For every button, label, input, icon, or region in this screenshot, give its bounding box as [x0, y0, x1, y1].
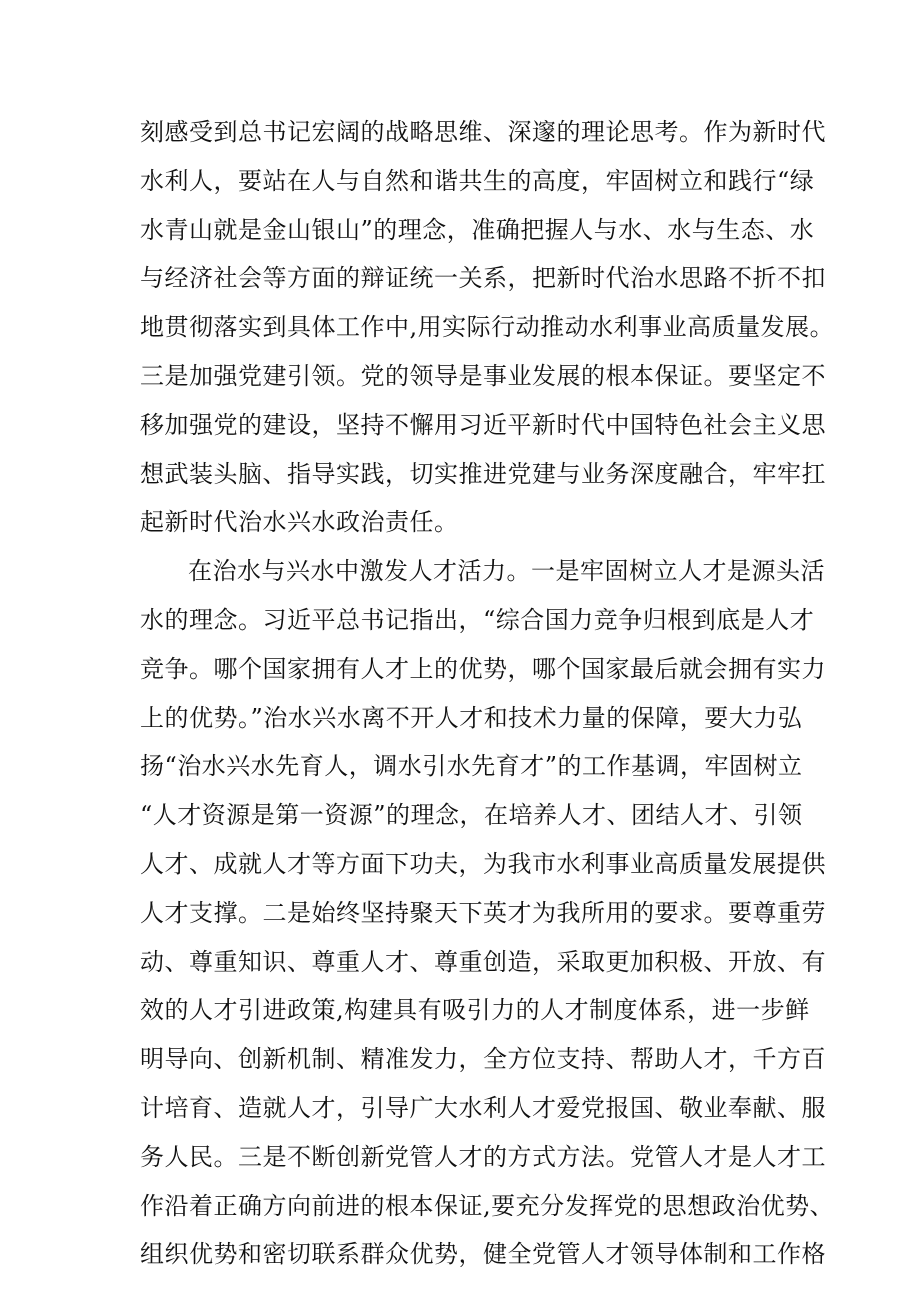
text-line: 在治水与兴水中激发人才活力。一是牢固树立人才是源头活 [188, 557, 825, 586]
text-line: 动、尊重知识、尊重人才、尊重创造，采取更加积极、开放、有 [140, 947, 826, 976]
text-line: 地贯彻落实到具体工作中,用实际行动推动水利事业高质量发展。 [140, 313, 835, 342]
text-line: 扬“治水兴水先育人，调水引水先育才”的工作基调，牢固树立 [140, 752, 803, 781]
text-line: 移加强党的建设，坚持不懈用习近平新时代中国特色社会主义思 [140, 410, 826, 439]
text-line: 效的人才引进政策,构建具有吸引力的人才制度体系，进一步鲜 [140, 996, 810, 1025]
text-line: “人才资源是第一资源”的理念，在培养人才、团结人才、引领 [140, 801, 803, 830]
text-line: 务人民。三是不断创新党管人才的方式方法。党管人才是人才工 [140, 1142, 826, 1171]
text-line: 与经济社会等方面的辩证统一关系，把新时代治水思路不折不扣 [140, 264, 826, 293]
text-line: 三是加强党建引领。党的领导是事业发展的根本保证。要坚定不 [140, 361, 826, 390]
text-line: 明导向、创新机制、精准发力，全方位支持、帮助人才，千方百 [140, 1045, 826, 1074]
text-line: 人才支撑。二是始终坚持聚天下英才为我所用的要求。要尊重劳 [140, 898, 826, 927]
text-line: 想武装头脑、指导实践，切实推进党建与业务深度融合，牢牢扛 [140, 459, 826, 488]
text-line: 上的优势。”治水兴水离不开人才和技术力量的保障，要大力弘 [140, 703, 803, 732]
text-line: 作沿着正确方向前进的根本保证,要充分发挥党的思想政治优势、 [140, 1191, 835, 1220]
text-line: 组织优势和密切联系群众优势，健全党管人才领导体制和工作格 [140, 1240, 826, 1269]
text-line: 水青山就是金山银山”的理念，准确把握人与水、水与生态、水 [140, 215, 815, 244]
text-line: 水的理念。习近平总书记指出，“综合国力竞争归根到底是人才 [140, 605, 815, 634]
text-line: 人才、成就人才等方面下功夫，为我市水利事业高质量发展提供 [140, 849, 826, 878]
text-line: 起新时代治水兴水政治责任。 [140, 508, 459, 537]
body-text [140, 108, 835, 1279]
text-line: 刻感受到总书记宏阔的战略思维、深邃的理论思考。作为新时代 [140, 118, 826, 146]
text-line: 水利人，要站在人与自然和谐共生的高度，牢固树立和践行“绿 [140, 166, 815, 195]
text-line: 计培育、造就人才，引导广大水利人才爱党报国、敬业奉献、服 [140, 1093, 826, 1122]
text-line: 竞争。哪个国家拥有人才上的优势，哪个国家最后就会拥有实力 [140, 654, 826, 683]
